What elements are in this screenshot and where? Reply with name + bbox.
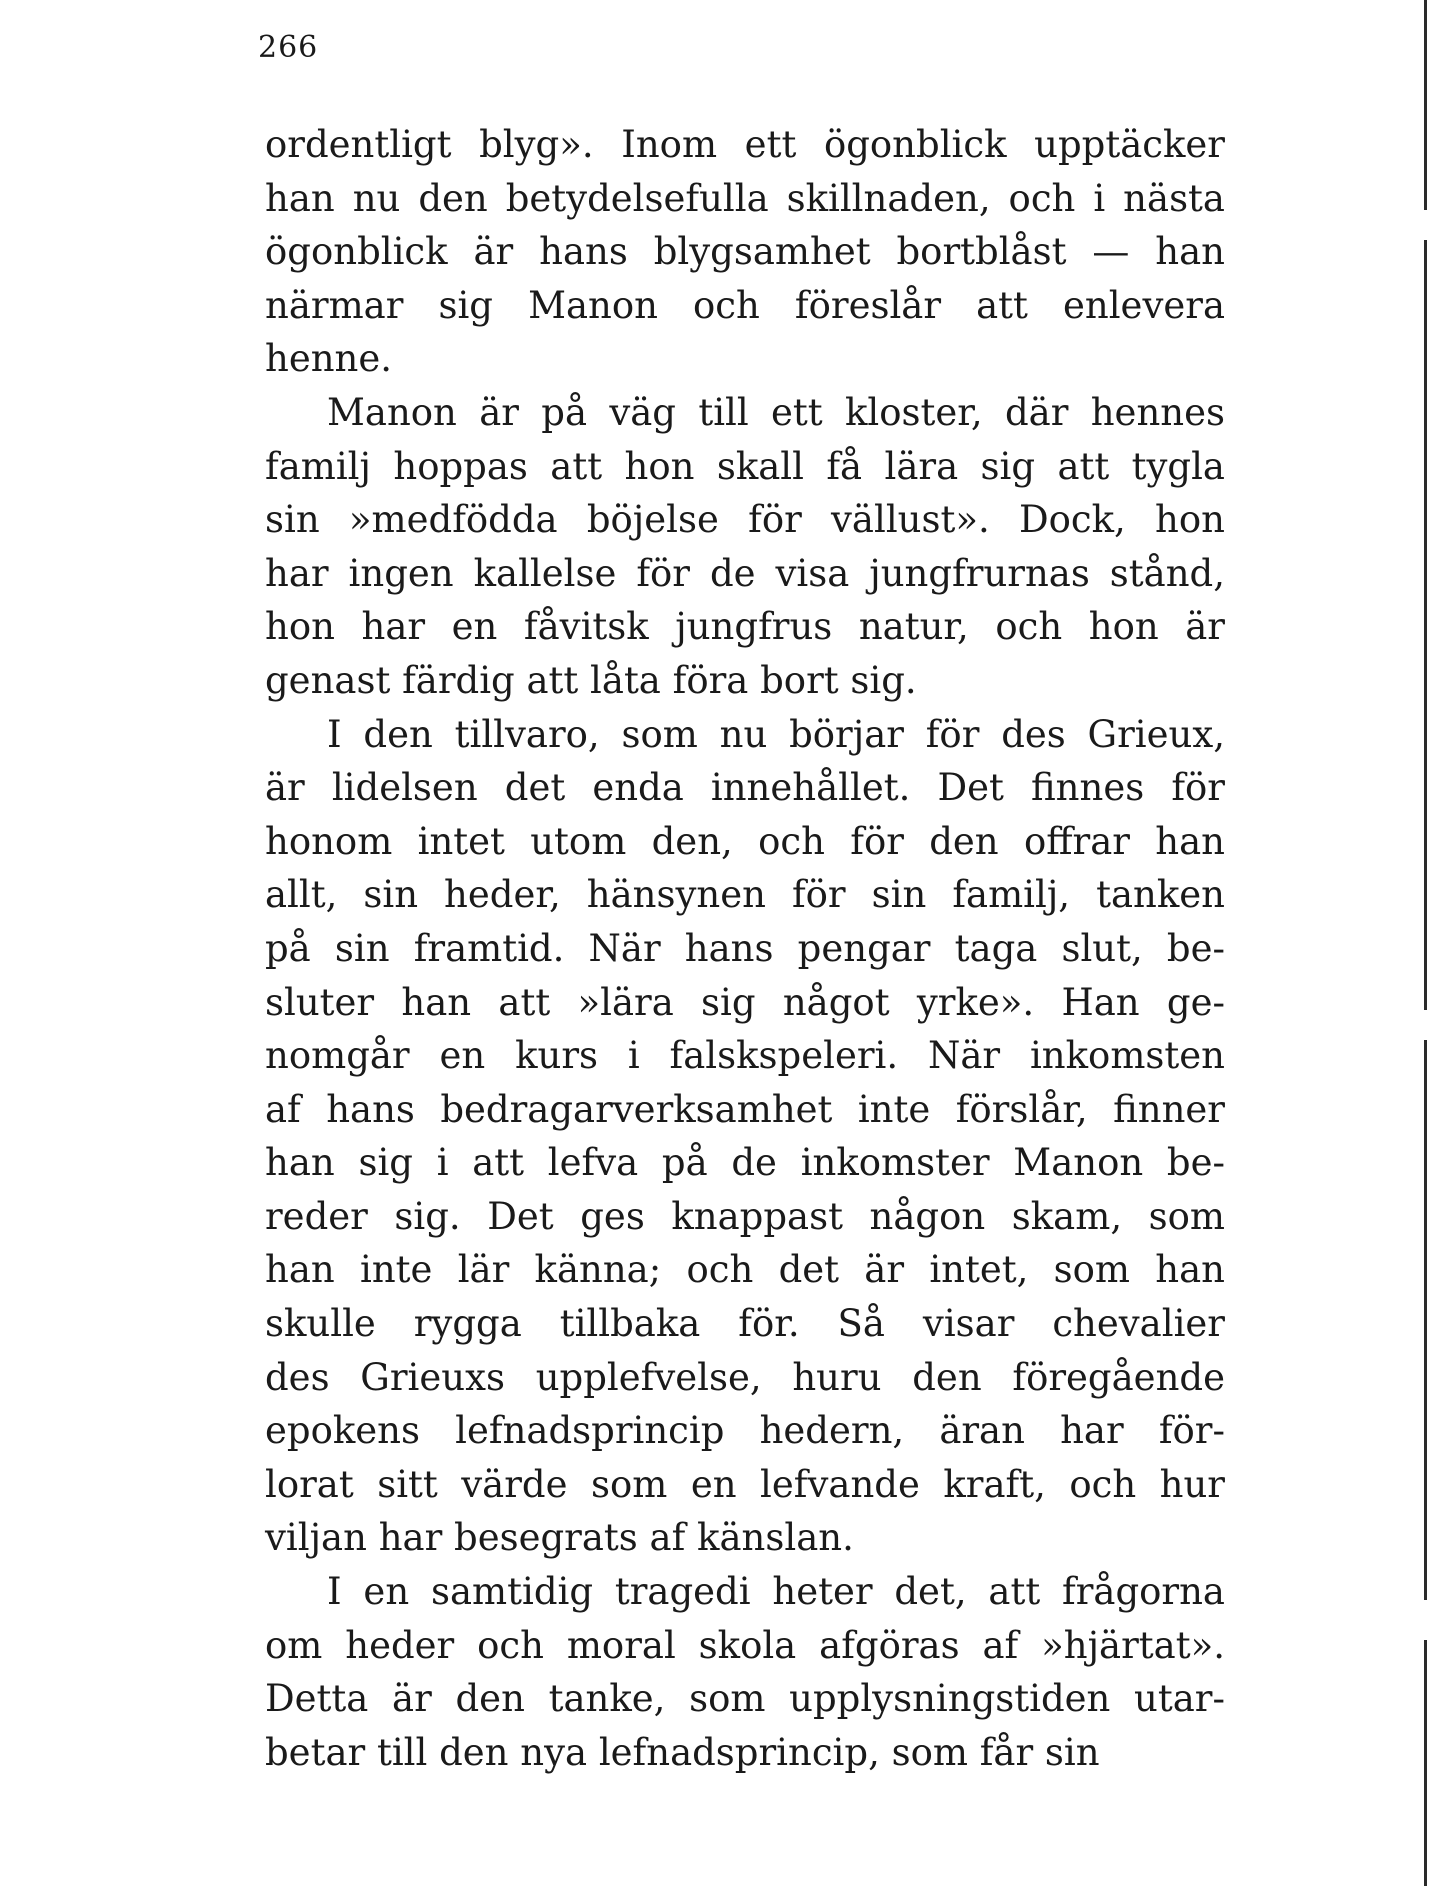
text-line: har ingen kallelse för de visa jungfrurnas stånd, (265, 551, 1225, 595)
paragraph (265, 118, 1225, 386)
text-line: hon har en fåvitsk jungfrus natur, och hon är (265, 605, 1225, 649)
text-line: Manon är på väg till ett kloster, där hennes (327, 390, 1225, 434)
margin-rule (1424, 0, 1427, 210)
text-line: ordentligt blyg». Inom ett ögonblick upptäcker (265, 123, 1225, 166)
text-line: Detta är den tanke, som upplysningstiden utar- (265, 1677, 1225, 1721)
text-line: henne. (265, 337, 393, 381)
text-line: reder sig. Det ges knappast någon skam, som (265, 1194, 1225, 1238)
text-line: lorat sitt värde som en lefvande kraft, och hur (265, 1462, 1225, 1506)
text-line: är lidelsen det enda innehållet. Det finnes för (265, 766, 1225, 810)
margin-rule (1424, 240, 1427, 1010)
text-line: af hans bedragarverksamhet inte förslår, finner (265, 1087, 1225, 1131)
text-line: han sig i att lefva på de inkomster Manon be- (265, 1141, 1225, 1185)
text-line: epokens lefnadsprincip hedern, äran har för- (265, 1409, 1225, 1453)
text-line: sin »medfödda böjelse för vällust». Dock, hon (265, 498, 1225, 542)
text-line: ögonblick är hans blygsamhet bortblåst — han (265, 230, 1225, 274)
text-line: nomgår en kurs i falskspeleri. När inkomsten (265, 1034, 1225, 1078)
text-line: familj hoppas att hon skall få lära sig att tygla (265, 444, 1225, 488)
body-text (265, 118, 1225, 1779)
margin-rule (1424, 1640, 1427, 1886)
text-line: allt, sin heder, hänsynen för sin familj, tanken (265, 873, 1225, 917)
text-line: I den tillvaro, som nu börjar för des Grieux, (327, 712, 1225, 756)
text-line: viljan har besegrats af känslan. (265, 1516, 854, 1560)
text-line: des Grieuxs upplefvelse, huru den föregående (265, 1355, 1225, 1399)
text-line: I en samtidig tragedi heter det, att frågorna (327, 1570, 1225, 1614)
text-line: genast färdig att låta föra bort sig. (265, 658, 917, 702)
text-line: han inte lär känna; och det är intet, som han (265, 1248, 1225, 1292)
paragraph (265, 386, 1225, 708)
paragraph (265, 708, 1225, 1566)
paragraph (265, 1565, 1225, 1779)
text-line: honom intet utom den, och för den offrar han (265, 819, 1225, 863)
text-line: om heder och moral skola afgöras af »hjärtat». (265, 1623, 1225, 1667)
text-line: sluter han att »lära sig något yrke». Han ge- (265, 980, 1225, 1024)
text-line: han nu den betydelsefulla skillnaden, och i nästa (265, 176, 1225, 220)
text-line: betar till den nya lefnadsprincip, som får sin (265, 1730, 1100, 1774)
text-line: skulle rygga tillbaka för. Så visar chevalier (265, 1302, 1225, 1346)
text-line: närmar sig Manon och föreslår att enlevera (265, 283, 1225, 327)
page-number: 266 (258, 30, 319, 65)
margin-rule (1424, 1040, 1427, 1600)
text-line: på sin framtid. När hans pengar taga slut, be- (265, 926, 1225, 970)
